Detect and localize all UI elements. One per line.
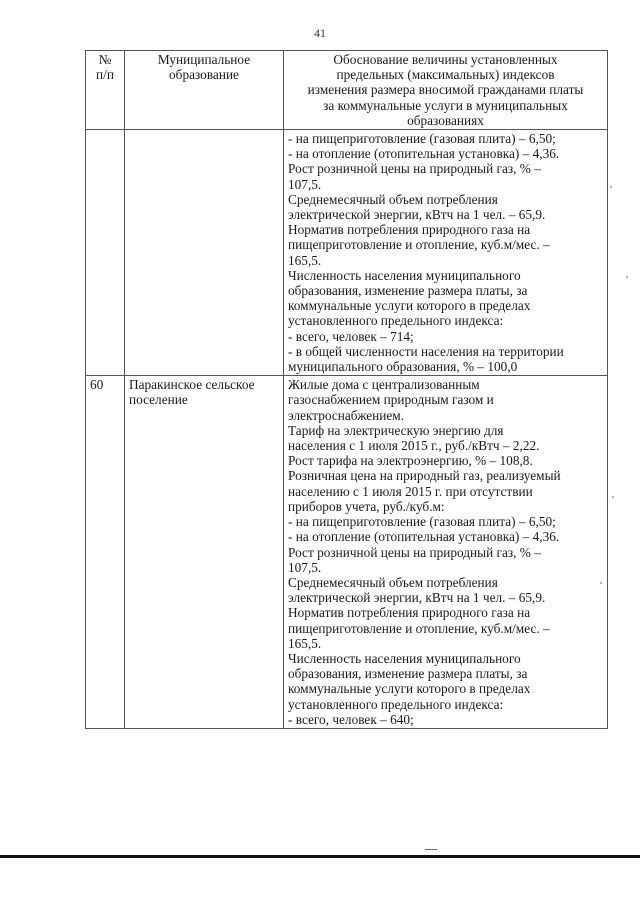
basis-line: Среднемесячный объем потребления [288,574,498,590]
footer-dash [425,849,437,850]
basis-line: Среднемесячный объем потребления [288,191,498,207]
row-municipality [125,130,284,376]
row-number [86,130,125,376]
basis-line: коммунальные услуги которого в пределах [288,298,531,314]
basis-line: населения с 1 июля 2015 г., руб./кВтч – 2,22. [288,438,540,454]
table-header-row [86,51,608,130]
basis-line: - всего, человек – 640; [288,711,414,727]
basis-line: Норматив потребления природного газа на [288,605,531,621]
row-basis [284,376,608,729]
header-number-line: п/п [96,67,114,83]
basis-line: Численность населения муниципального [288,650,521,666]
basis-line: электрической энергии, кВтч на 1 чел. – 65,9. [288,590,546,606]
basis-line: образования, изменение размера платы, за [288,283,528,299]
basis-line: - на отопление (отопительная установка) – 4,36. [288,529,560,545]
header-municipality-line: Муниципальное [157,52,251,67]
basis-line: 165,5. [288,252,322,268]
basis-line: установленного предельного индекса: [288,313,504,329]
header-basis-line: предельных (максимальных) индексов [336,67,555,83]
table-row [86,130,608,376]
header-basis-line: Обоснование величины установленных [333,52,558,67]
basis-line: муниципального образования, % – 100,0 [288,359,518,375]
basis-line: Рост розничной цены на природный газ, % – [288,161,541,177]
basis-line: Норматив потребления природного газа на [288,222,531,238]
basis-line: образования, изменение размера платы, за [288,666,528,682]
basis-line: - всего, человек – 714; [288,328,414,344]
header-basis-line: образованиях [407,112,484,128]
header-basis [284,51,608,130]
basis-line: Розничная цена на природный газ, реализуемый [288,468,561,484]
basis-line: приборов учета, руб./куб.м: [288,498,445,514]
basis-line: 165,5. [288,635,322,651]
basis-line: пищеприготовление и отопление, куб.м/мес. – [288,237,550,253]
basis-line: газоснабжением природным газом и [288,392,494,408]
basis-line: Численность населения муниципального [288,267,521,283]
municipality-line: Паракинское сельское [129,377,255,393]
header-number [86,51,125,130]
municipality-line: поселение [129,392,188,408]
basis-line: пищеприготовление и отопление, куб.м/мес. – [288,620,550,636]
header-basis-line: за коммунальные услуги в муниципальных [323,97,568,113]
basis-line: - на пищеприготовление (газовая плита) – 6,50; [288,131,556,147]
basis-line: 107,5. [288,176,322,192]
basis-line: - на пищеприготовление (газовая плита) – 6,50; [288,514,556,530]
header-number-line: № [98,52,112,67]
basis-line: населению с 1 июля 2015 г. при отсутствии [288,483,533,499]
basis-line: Рост розничной цены на природный газ, % – [288,544,541,560]
table-row [86,376,608,729]
row-municipality [125,376,284,729]
basis-line: электрической энергии, кВтч на 1 чел. – 65,9. [288,207,546,223]
basis-line: - на отопление (отопительная установка) – 4,36. [288,146,560,162]
basis-line: Тариф на электрическую энергию для [288,422,504,438]
basis-line: установленного предельного индекса: [288,696,504,712]
row-number: 60 [86,376,125,729]
header-basis-line: изменения размера вносимой гражданами платы [307,82,584,98]
basis-line: Жилые дома с централизованным [288,377,480,393]
bottom-rule [0,855,640,858]
basis-line: электроснабжением. [288,407,405,423]
row-basis [284,130,608,376]
indices-table [85,50,608,729]
basis-line: Рост тарифа на электроэнергию, % – 108,8. [288,453,533,469]
basis-line: коммунальные услуги которого в пределах [288,681,531,697]
header-municipality [125,51,284,130]
basis-line: 107,5. [288,559,322,575]
page-number: 41 [314,26,326,40]
header-municipality-line: образование [169,67,239,83]
basis-line: - в общей численности населения на территории [288,343,564,359]
